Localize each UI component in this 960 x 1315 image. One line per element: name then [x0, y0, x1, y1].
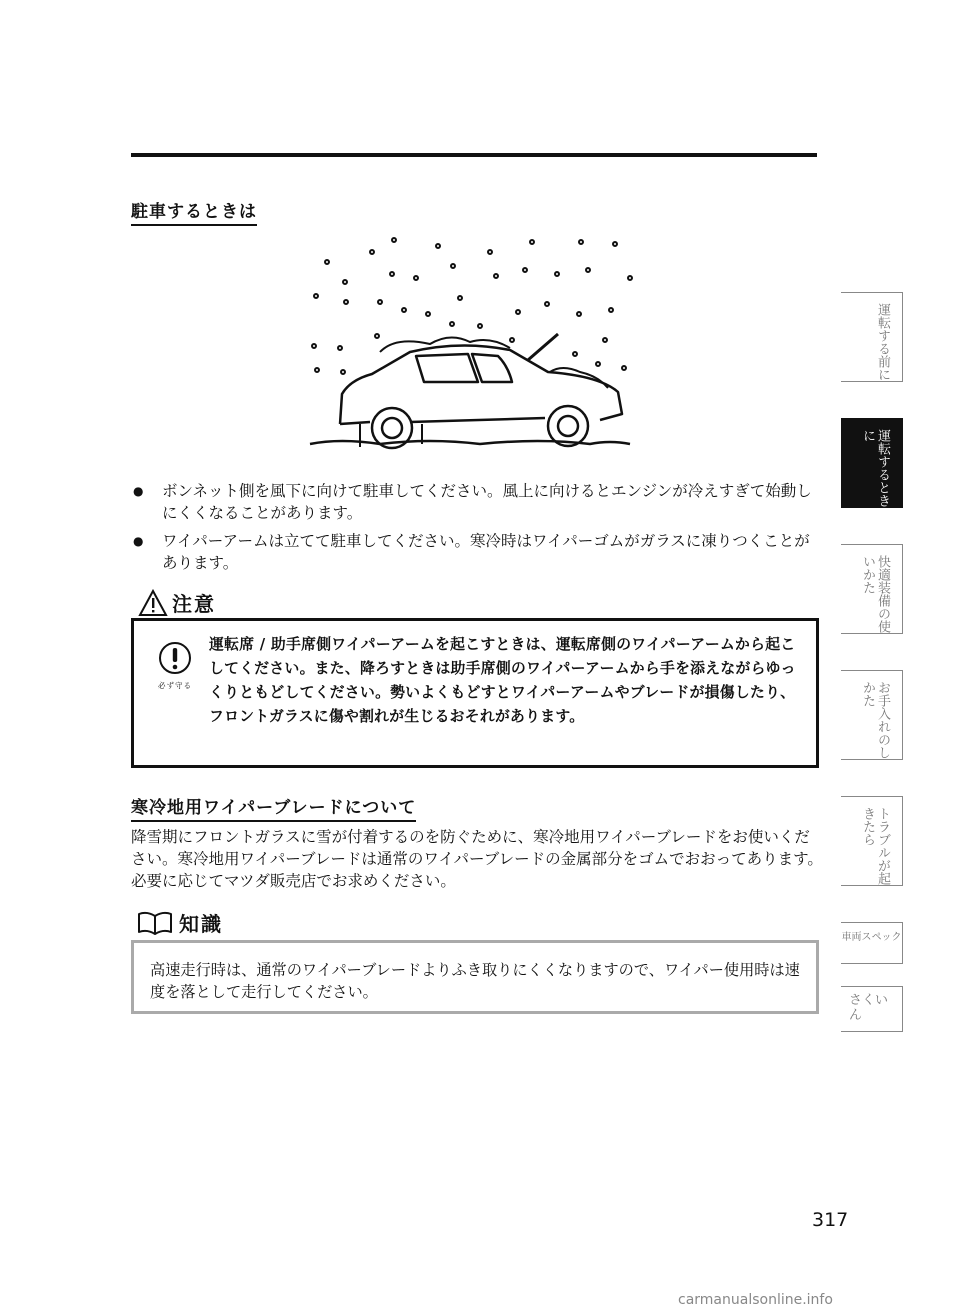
page-number: 317	[812, 1209, 849, 1231]
must-follow-badge	[154, 641, 196, 695]
parking-bullet-list	[131, 480, 821, 580]
top-rule	[131, 153, 817, 157]
caution-box	[131, 618, 819, 768]
knowledge-heading	[137, 908, 223, 937]
book-icon	[137, 910, 173, 936]
snow-car-illustration	[300, 232, 640, 450]
caution-heading	[138, 588, 216, 617]
tab-before-driving[interactable]: 運転する前に	[841, 292, 903, 382]
tab-comfort-equipment[interactable]: 快適装備の使いかた	[841, 544, 903, 634]
tab-index[interactable]: さくいん	[841, 986, 903, 1032]
list-item: ● ワイパーアームは立てて駐車してください。寒冷時はワイパーゴムがガラスに凍りつくことがあります。	[131, 530, 821, 574]
tab-vehicle-spec[interactable]: 車両スペック	[841, 922, 903, 964]
list-item: ● ボンネット側を風下に向けて駐車してください。風上に向けるとエンジンが冷えすぎて始動しにくくなることがあります。	[131, 480, 821, 524]
knowledge-text: 高速走行時は、通常のワイパーブレードよりふき取りにくくなりますので、ワイパー使用時は速度を落として走行してください。	[150, 961, 800, 1001]
knowledge-box	[131, 940, 819, 1014]
knowledge-heading-label: 知識	[179, 912, 223, 936]
exclamation-circle-icon	[158, 641, 192, 675]
section-title-parking: 駐車するときは	[131, 201, 257, 226]
tab-trouble[interactable]: トラブルが起きたら	[841, 796, 903, 886]
warning-triangle-icon	[138, 589, 168, 617]
tab-while-driving[interactable]: 運転するときに	[841, 418, 903, 508]
must-follow-label: 必ず守る	[158, 681, 192, 690]
section-title-cold-wiper: 寒冷地用ワイパーブレードについて	[131, 797, 416, 822]
cold-wiper-paragraph: 降雪期にフロントガラスに雪が付着するのを防ぐために、寒冷地用ワイパーブレードをお使いください。寒冷地用ワイパーブレードは通常のワイパーブレードの金属部分をゴムでおおってあります。必要に応じてマツダ販売店でお求めください。	[131, 828, 823, 890]
tab-maintenance[interactable]: お手入れのしかた	[841, 670, 903, 760]
caution-text: 運転席 / 助手席側ワイパーアームを起こすときは、運転席側のワイパーアームから起こしてください。また、降ろすときは助手席側のワイパーアームから手を添えながらゆっくりともどしてください。勢いよくもどすとワイパーアームやブレードが損傷したり、フロントガラスに傷や割れが生じるおそれがあります。	[209, 636, 796, 725]
caution-heading-label: 注意	[172, 592, 216, 616]
watermark: carmanualsonline.info	[678, 1292, 833, 1308]
